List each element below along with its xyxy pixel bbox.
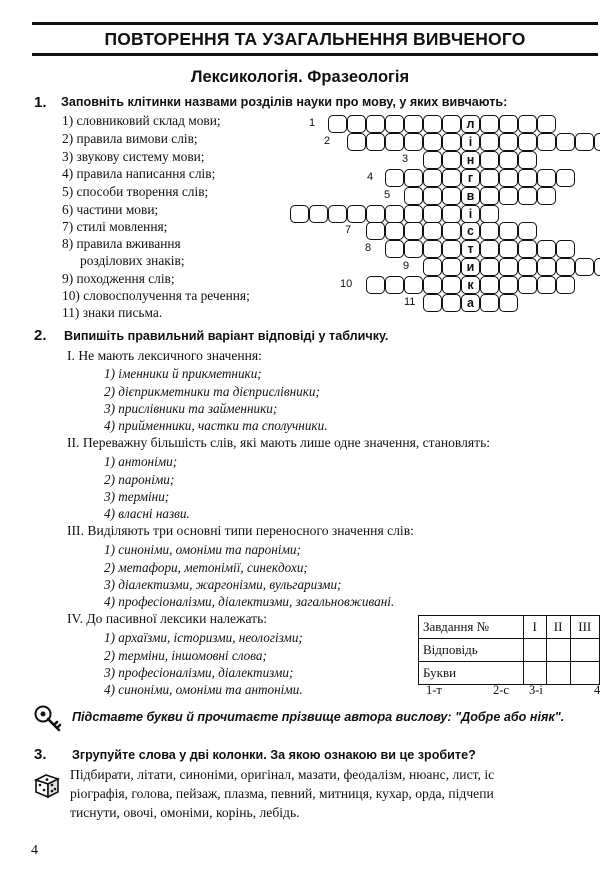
crossword-cell[interactable] (480, 258, 499, 276)
task1-item: 11) знаки письма. (62, 305, 163, 320)
crossword-number: 4 (367, 170, 374, 183)
crossword-cell[interactable] (442, 115, 461, 133)
crossword-number: 1 (309, 117, 316, 129)
crossword-cell[interactable] (537, 133, 556, 151)
crossword-cell[interactable] (575, 133, 594, 151)
crossword-cell[interactable] (480, 240, 499, 258)
crossword-cell[interactable] (423, 205, 442, 223)
crossword-number: 8 (365, 242, 372, 255)
crossword-cell[interactable] (442, 205, 461, 223)
crossword-cell[interactable] (423, 169, 442, 187)
question-3-option: 3) діалектизми, жаргонізми, вульгаризми; (104, 577, 342, 592)
crossword-cell[interactable] (499, 187, 518, 205)
question-4-option: 4) синоніми, омоніми та антоніми. (104, 682, 303, 697)
question-1-option: 2) дієприкметники та дієприслівники; (104, 384, 320, 399)
crossword-cell[interactable] (385, 169, 404, 187)
crossword-cell[interactable] (385, 133, 404, 151)
letter-cell[interactable] (523, 662, 546, 685)
crossword-cell[interactable] (480, 294, 499, 312)
crossword-cell[interactable] (480, 115, 499, 133)
question-2-option: 2) пароніми; (104, 472, 175, 487)
question-3-option: 2) метафори, метонімії, синекдохи; (104, 560, 308, 575)
letter-cell[interactable] (546, 662, 570, 685)
crossword-cell[interactable] (423, 222, 442, 240)
crossword-cell[interactable] (404, 205, 423, 223)
crossword-cell[interactable] (423, 258, 442, 276)
crossword-number: 10 (340, 278, 353, 291)
task3-number: 3. (34, 746, 47, 763)
question-4-option: 1) архаїзми, історизми, неологізми; (104, 630, 303, 645)
crossword-cell[interactable] (404, 115, 423, 133)
crossword-cell[interactable] (404, 133, 423, 151)
crossword-cell[interactable] (423, 133, 442, 151)
table-row-header: Завдання № (419, 616, 524, 639)
page-title: Лексикологія. Фразеологія (190, 68, 410, 86)
crossword-cell[interactable] (423, 276, 442, 294)
question-1-option: 1) іменники й прикметники; (104, 366, 262, 381)
hint-text: Підставте букви й прочитаєте прізвище автора вислову: "Добре або ніяк". (72, 710, 565, 724)
crossword-cell[interactable] (366, 115, 385, 133)
crossword-cell[interactable] (347, 115, 366, 133)
question-3-title: III. Виділяють три основні типи переносного значення слів: (67, 523, 414, 538)
crossword-cell[interactable] (404, 276, 423, 294)
answer-cell[interactable] (570, 639, 600, 662)
legend-item: 4 (594, 683, 600, 697)
crossword-cell[interactable] (518, 222, 537, 240)
crossword-key-cell: к (461, 276, 480, 294)
crossword-cell[interactable] (442, 133, 461, 151)
crossword-cell[interactable] (594, 133, 600, 151)
crossword-cell[interactable] (556, 240, 575, 258)
crossword-cell[interactable] (480, 276, 499, 294)
crossword-cell[interactable] (537, 115, 556, 133)
key-icon (33, 704, 63, 739)
answer-cell[interactable] (546, 639, 570, 662)
task2-number: 2. (34, 327, 47, 344)
crossword-cell[interactable] (575, 258, 594, 276)
crossword-cell[interactable] (366, 133, 385, 151)
question-2-title: II. Переважну більшість слів, які мають лише одне значення, становлять: (67, 435, 491, 450)
crossword-key-cell: а (461, 294, 480, 312)
crossword-cell[interactable] (347, 133, 366, 151)
question-1-option: 4) прийменники, частки та сполучники. (104, 418, 328, 433)
task1-item: 1) словниковий склад мови; (62, 113, 221, 128)
crossword-cell[interactable] (556, 276, 575, 294)
crossword-key-cell: и (461, 258, 480, 276)
answer-table (418, 615, 600, 685)
question-4-title: IV. До пасивної лексики належать: (67, 611, 268, 626)
crossword-cell[interactable] (328, 205, 347, 223)
crossword-cell[interactable] (518, 169, 537, 187)
crossword-cell[interactable] (518, 276, 537, 294)
table-col-header: II (546, 616, 570, 639)
crossword-cell[interactable] (480, 133, 499, 151)
task1-number: 1. (34, 94, 47, 111)
table-row-header: Букви (419, 662, 524, 685)
task3-text-line: Підбирати, літати, синоніми, оригінал, мазати, феодалізм, нюанс, лист, іс (70, 767, 495, 782)
crossword-cell[interactable] (556, 169, 575, 187)
crossword-cell[interactable] (499, 169, 518, 187)
crossword-cell[interactable] (518, 115, 537, 133)
crossword-cell[interactable] (423, 151, 442, 169)
task1-item: розділових знаків; (80, 253, 185, 268)
crossword-cell[interactable] (442, 294, 461, 312)
crossword-cell[interactable] (423, 240, 442, 258)
crossword-number: 3 (402, 152, 409, 165)
crossword-cell[interactable] (537, 240, 556, 258)
task1-item: 9) походження слів; (62, 271, 175, 286)
crossword-key-cell: т (461, 240, 480, 258)
crossword-cell[interactable] (385, 276, 404, 294)
table-col-header: III (570, 616, 600, 639)
crossword-cell[interactable] (385, 222, 404, 240)
page-number: 4 (31, 843, 38, 858)
question-2-option: 1) антоніми; (104, 454, 178, 469)
crossword-cell[interactable] (556, 133, 575, 151)
answer-cell[interactable] (523, 639, 546, 662)
question-2-option: 4) власні назви. (104, 506, 190, 521)
crossword-cell[interactable] (556, 258, 575, 276)
crossword-number: 5 (384, 188, 391, 201)
crossword-cell[interactable] (442, 276, 461, 294)
crossword-cell[interactable] (537, 169, 556, 187)
crossword-cell[interactable] (385, 115, 404, 133)
crossword-cell[interactable] (499, 240, 518, 258)
crossword-cell[interactable] (499, 115, 518, 133)
letter-cell[interactable] (570, 662, 600, 685)
table-col-header: I (523, 616, 546, 639)
crossword-key-cell: в (461, 187, 480, 205)
crossword-cell[interactable] (423, 115, 442, 133)
crossword-cell[interactable] (518, 187, 537, 205)
crossword-cell[interactable] (499, 276, 518, 294)
question-4-option: 3) професіоналізми, діалектизми; (104, 665, 294, 680)
crossword-number: 7 (345, 224, 352, 237)
task1-item: 6) частини мови; (62, 202, 159, 217)
task3-text-line: тиснути, овочі, омоніми, корінь, лебідь. (70, 805, 300, 820)
question-1-title: I. Не мають лексичного значення: (67, 348, 262, 363)
question-3-option: 1) синоніми, омоніми та пароніми; (104, 542, 301, 557)
crossword-cell[interactable] (594, 258, 600, 276)
crossword-cell[interactable] (499, 222, 518, 240)
crossword-cell[interactable] (499, 258, 518, 276)
crossword-cell[interactable] (423, 187, 442, 205)
crossword-cell[interactable] (328, 115, 347, 133)
legend-item: 2-с (493, 683, 509, 697)
crossword-cell[interactable] (442, 240, 461, 258)
crossword-cell[interactable] (290, 205, 309, 223)
table-row-header: Відповідь (419, 639, 524, 662)
task1-item: 10) словосполучення та речення; (62, 288, 250, 303)
crossword-cell[interactable] (404, 187, 423, 205)
crossword-cell[interactable] (442, 151, 461, 169)
legend-item: 3-і (529, 683, 543, 697)
crossword-cell[interactable] (442, 187, 461, 205)
task1-item: 3) звукову систему мови; (62, 149, 205, 164)
legend-item: 1-т (426, 683, 442, 697)
crossword-cell[interactable] (518, 240, 537, 258)
task1-item: 2) правила вимови слів; (62, 131, 198, 146)
crossword-cell[interactable] (366, 222, 385, 240)
crossword-cell[interactable] (442, 258, 461, 276)
task3-instruction: Згрупуйте слова у дві колонки. За якою ознакою ви це зробите? (72, 748, 476, 762)
crossword-cell[interactable] (480, 222, 499, 240)
crossword-key-cell: і (461, 133, 480, 151)
section-banner: ПОВТОРЕННЯ ТА УЗАГАЛЬНЕННЯ ВИВЧЕНОГО (32, 22, 598, 56)
crossword-cell[interactable] (480, 169, 499, 187)
crossword-cell[interactable] (480, 151, 499, 169)
crossword-cell[interactable] (423, 294, 442, 312)
crossword-cell[interactable] (537, 276, 556, 294)
question-3-option: 4) професіоналізми, діалектизми, загальновживані. (104, 594, 395, 609)
crossword-number: 2 (324, 134, 331, 147)
crossword-cell[interactable] (480, 205, 499, 223)
task3-text-line: ріографія, голова, пейзаж, плазма, певний, митниця, кухар, орда, підчепи (70, 786, 494, 801)
crossword-cell[interactable] (499, 294, 518, 312)
crossword-cell[interactable] (366, 205, 385, 223)
crossword-cell[interactable] (442, 169, 461, 187)
task1-instruction: Заповніть клітинки назвами розділів науки про мову, у яких вивчають: (61, 95, 508, 109)
question-4-option: 2) терміни, іншомовні слова; (104, 648, 267, 663)
crossword-cell[interactable] (537, 187, 556, 205)
crossword-cell[interactable] (537, 258, 556, 276)
crossword-cell[interactable] (518, 133, 537, 151)
crossword-cell[interactable] (385, 205, 404, 223)
task1-item: 4) правила написання слів; (62, 166, 216, 181)
question-2-option: 3) терміни; (104, 489, 170, 504)
crossword-cell[interactable] (404, 240, 423, 258)
crossword-cell[interactable] (404, 222, 423, 240)
crossword-cell[interactable] (480, 187, 499, 205)
crossword-cell[interactable] (366, 276, 385, 294)
crossword-key-cell: с (461, 222, 480, 240)
crossword-number: 11 (404, 296, 416, 308)
task1-item: 5) способи творення слів; (62, 184, 209, 199)
crossword-cell[interactable] (518, 151, 537, 169)
crossword-cell[interactable] (442, 222, 461, 240)
crossword-number: 9 (403, 260, 410, 273)
crossword-cell[interactable] (385, 240, 404, 258)
crossword-cell[interactable] (309, 205, 328, 223)
crossword-cell[interactable] (499, 151, 518, 169)
crossword-cell[interactable] (347, 205, 366, 223)
task1-item: 7) стилі мовлення; (62, 219, 168, 234)
crossword-key-cell: н (461, 151, 480, 169)
task2-instruction: Випишіть правильний варіант відповіді у табличку. (64, 329, 389, 343)
crossword-cell[interactable] (499, 133, 518, 151)
dice-icon (33, 771, 61, 804)
crossword-cell[interactable] (404, 169, 423, 187)
crossword-key-cell: і (461, 205, 480, 223)
crossword-key-cell: л (461, 115, 480, 133)
crossword-cell[interactable] (518, 258, 537, 276)
task1-item: 8) правила вживання (62, 236, 181, 251)
crossword-key-cell: г (461, 169, 480, 187)
question-1-option: 3) прислівники та займенники; (104, 401, 278, 416)
